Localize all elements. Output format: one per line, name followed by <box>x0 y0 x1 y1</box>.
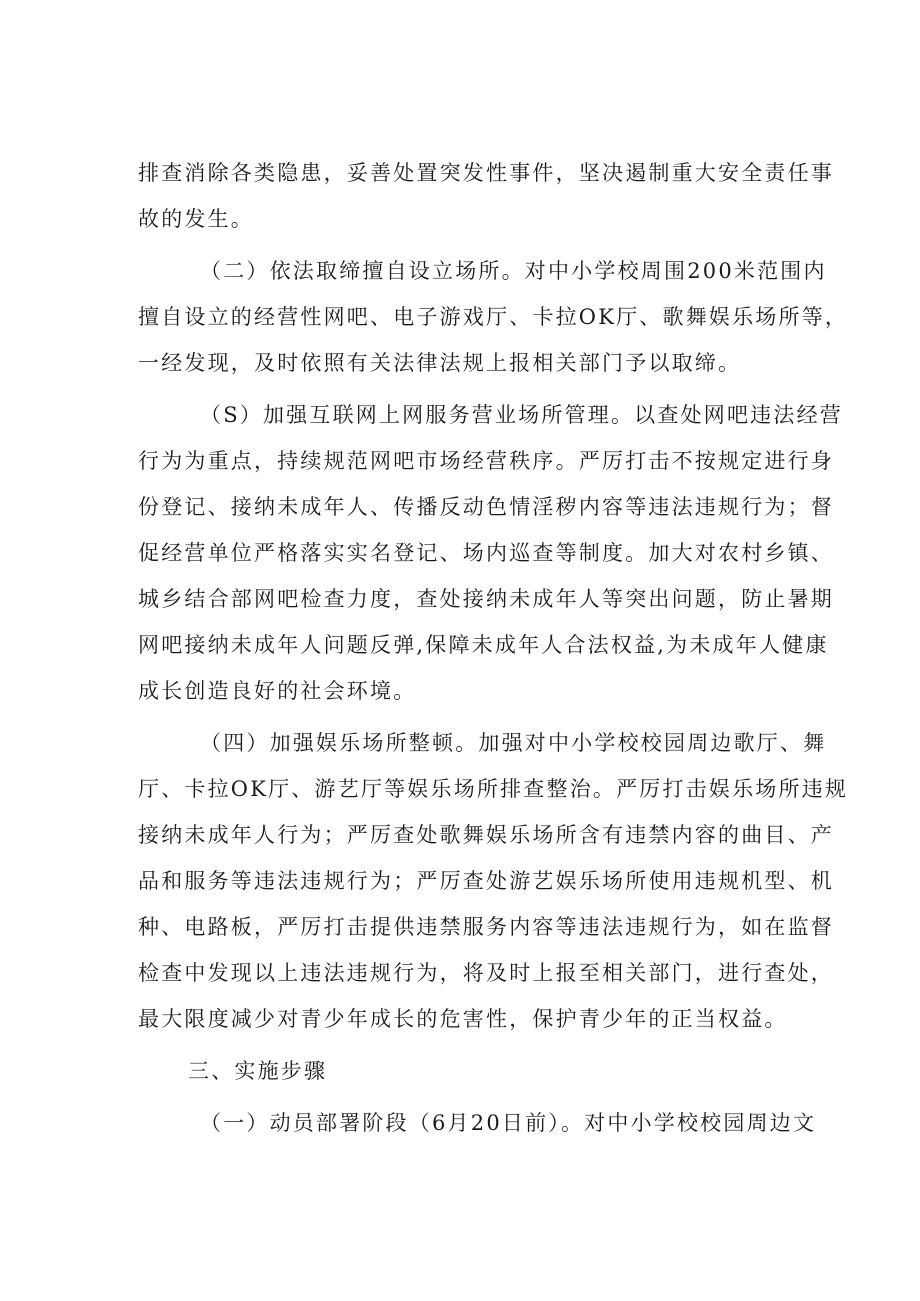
paragraph-line: 接纳未成年人行为；严厉查处歌舞娱乐场所含有违禁内容的曲目、产 <box>138 823 834 847</box>
paragraph-line: （二）依法取缔擅自设立场所。对中小学校周围200米范围内 <box>200 259 827 283</box>
paragraph-line: 行为为重点，持续规范网吧市场经营秩序。严厉打击不按规定进行身 <box>138 449 834 473</box>
paragraph-line: 检查中发现以上违法违规行为，将及时上报至相关部门，进行查处， <box>138 961 834 985</box>
paragraph-line: 品和服务等违法违规行为；严厉查处游艺娱乐场所使用违规机型、机 <box>138 869 834 893</box>
paragraph-line: 份登记、接纳未成年人、传播反动色情淫秽内容等违法违规行为；督 <box>138 495 834 519</box>
paragraph-line: 一经发现，及时依照有关法律法规上报相关部门予以取缔。 <box>138 351 742 375</box>
paragraph-line: （四）加强娱乐场所整顿。加强对中小学校校园周边歌厅、舞 <box>200 731 827 755</box>
paragraph-line: 成长创造良好的社会环境。 <box>138 679 417 703</box>
paragraph-line: 厅、卡拉OK厅、游艺厅等娱乐场所排查整治。严厉打击娱乐场所违规 <box>138 777 849 801</box>
paragraph-line: 排查消除各类隐患，妥善处置突发性事件，坚决遏制重大安全责任事 <box>138 161 834 185</box>
paragraph-line: 网吧接纳未成年人问题反弹,保障未成年人合法权益,为未成年人健康 <box>138 633 829 657</box>
paragraph-line: （一）动员部署阶段（6月20日前）。对中小学校校园周边文 <box>200 1111 817 1135</box>
paragraph-line: 擅自设立的经营性网吧、电子游戏厅、卡拉OK厅、歌舞娱乐场所等， <box>138 305 849 329</box>
paragraph-line: 促经营单位严格落实实名登记、场内巡查等制度。加大对农村乡镇、 <box>138 541 834 565</box>
paragraph-line: 故的发生。 <box>138 207 254 231</box>
paragraph-line: 城乡结合部网吧检查力度，查处接纳未成年人等突出问题，防止暑期 <box>138 587 834 611</box>
paragraph-line: 最大限度减少对青少年成长的危害性，保护青少年的正当权益。 <box>138 1007 788 1031</box>
paragraph-line: 种、电路板，严厉打击提供违禁服务内容等违法违规行为，如在监督 <box>138 915 834 939</box>
section-heading: 三、实施步骤 <box>188 1059 328 1083</box>
paragraph-line: （S）加强互联网上网服务营业场所管理。以查处网吧违法经营 <box>200 403 843 427</box>
